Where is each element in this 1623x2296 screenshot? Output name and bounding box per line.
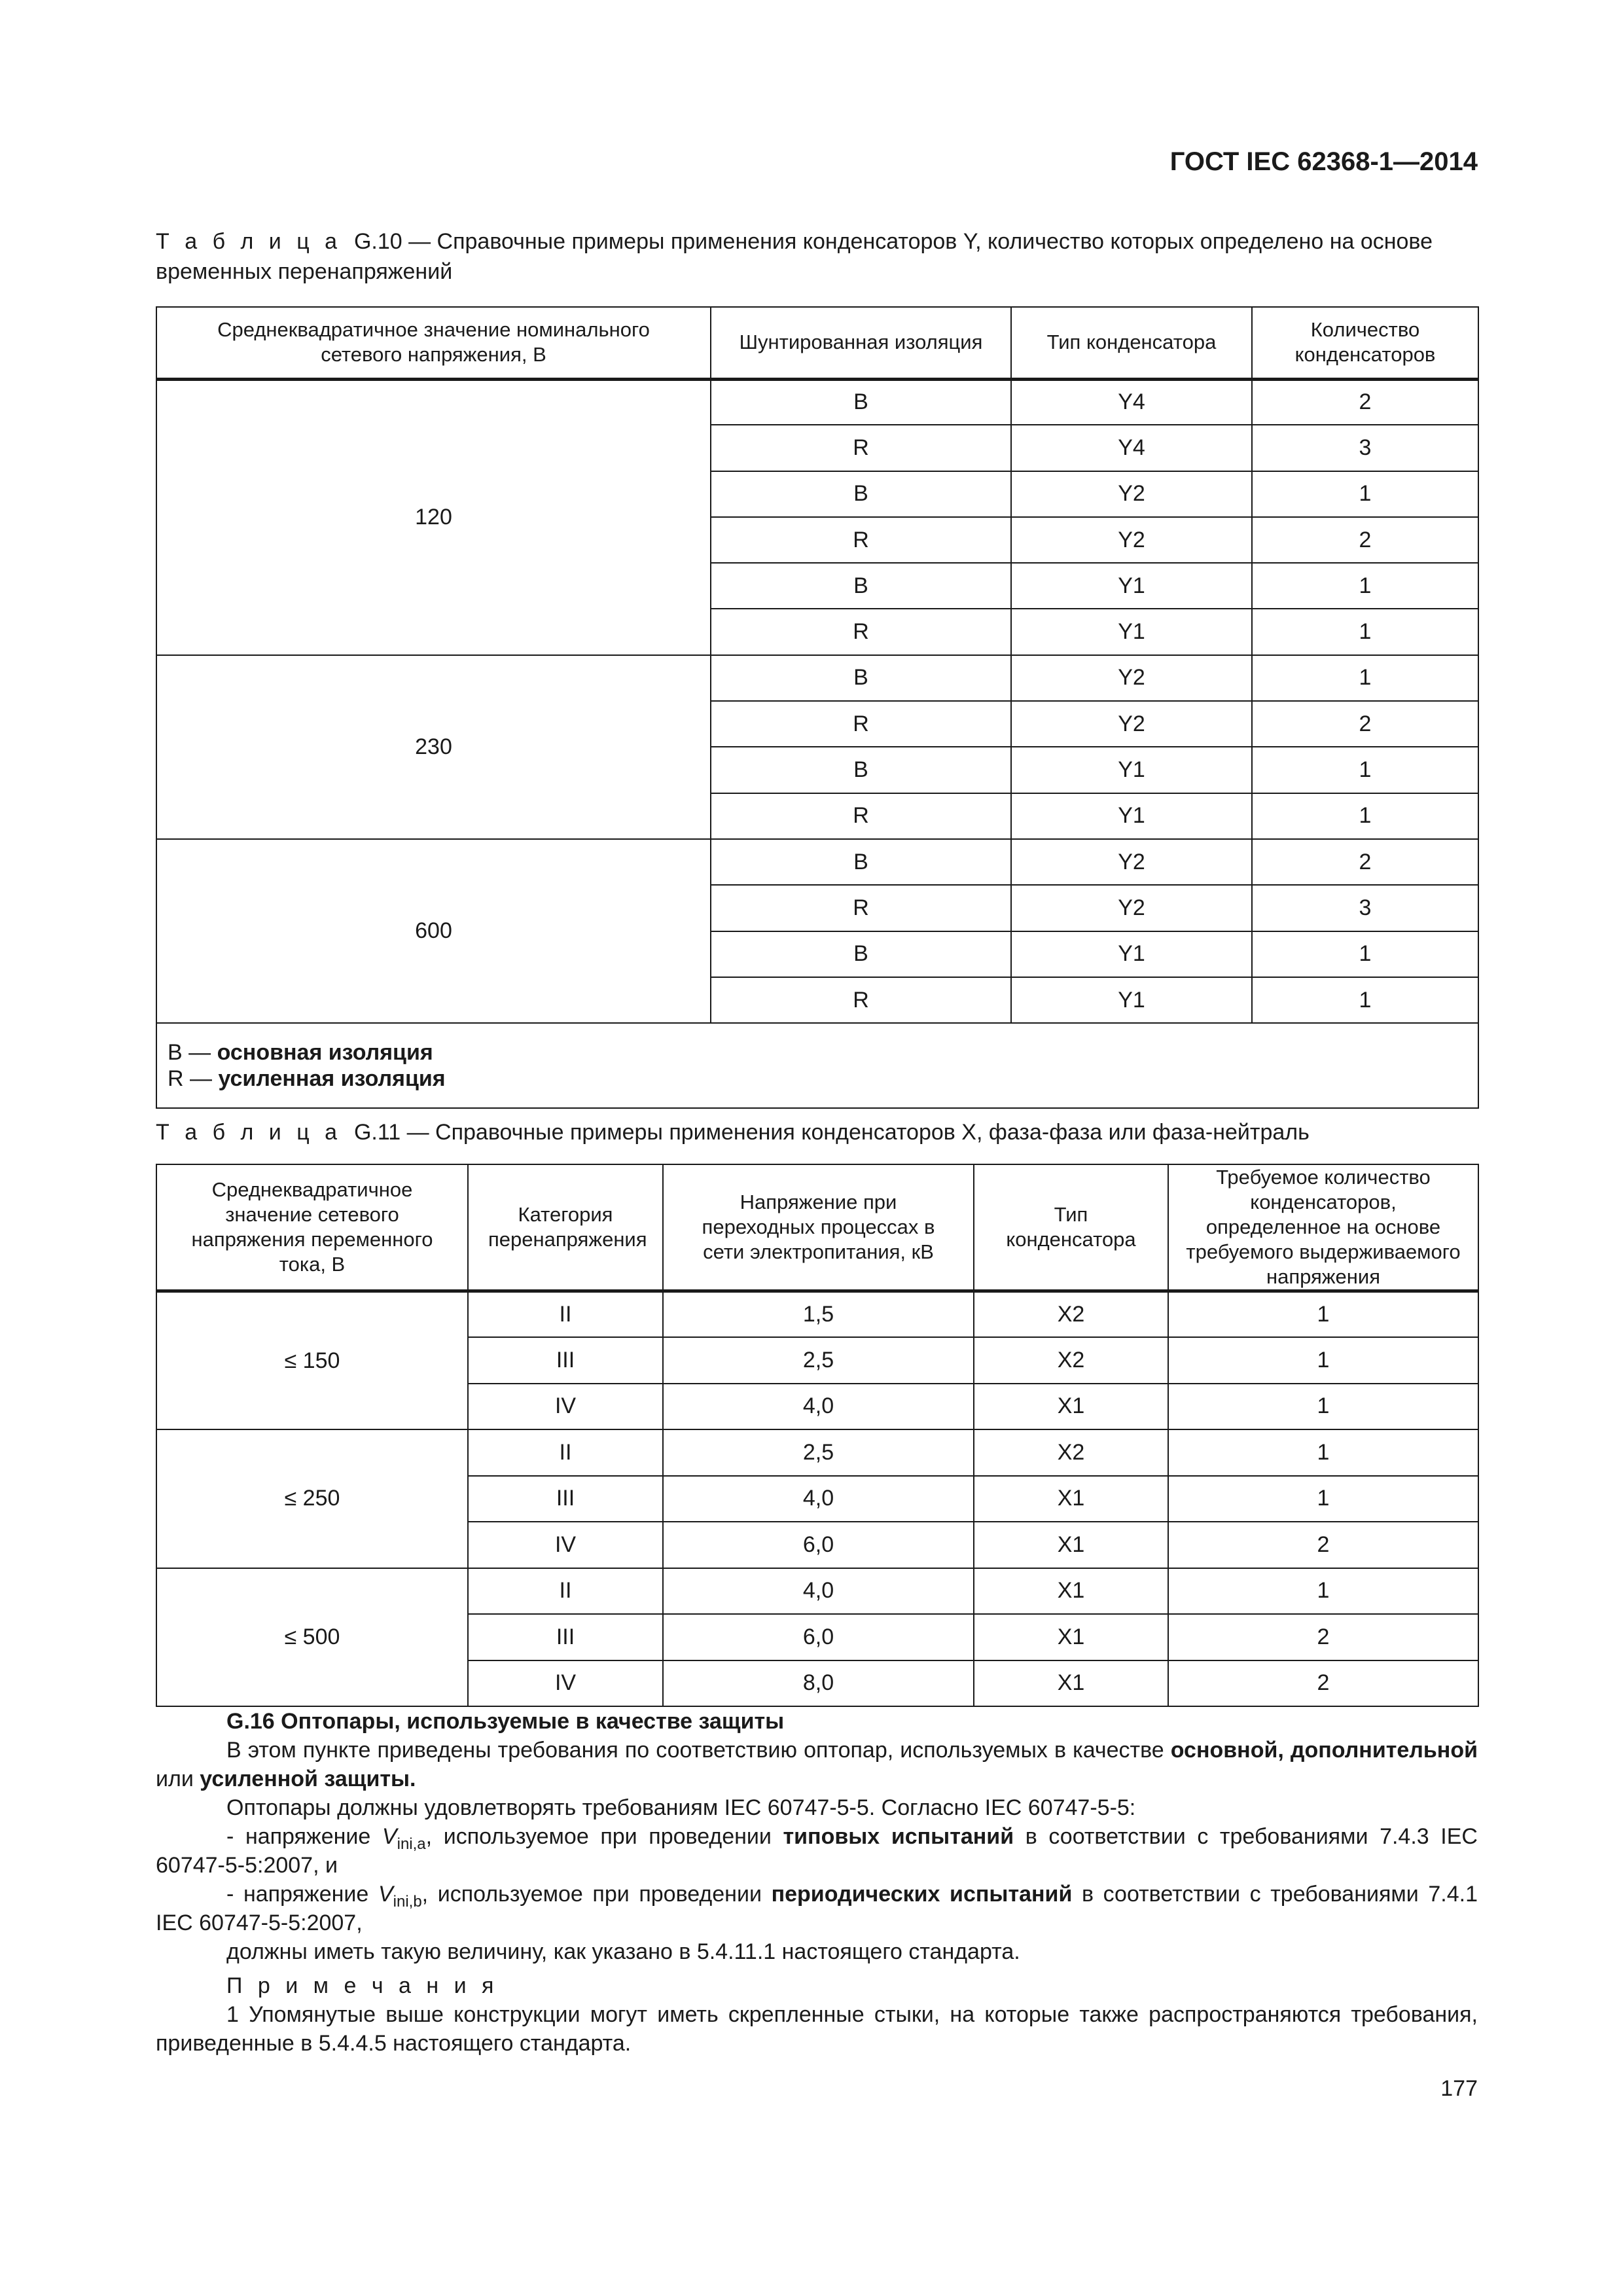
legend-code: B — — [168, 1040, 211, 1066]
insulation-cell: R — [711, 793, 1011, 839]
voltage-cell: ≤ 500 — [156, 1568, 468, 1707]
symbol-v: V — [382, 1824, 397, 1849]
insulation-cell: B — [711, 747, 1011, 793]
type-cell: X1 — [974, 1384, 1168, 1430]
insulation-cell: B — [711, 931, 1011, 977]
subscript: ini,a — [397, 1835, 426, 1853]
table-row — [156, 1429, 1478, 1476]
note-label: П р и м е ч а н и я — [226, 1973, 499, 1998]
count-cell: 1 — [1252, 793, 1478, 839]
standard-header: ГОСТ IEC 62368-1—2014 — [1169, 147, 1478, 176]
category-cell: IV — [468, 1522, 663, 1568]
type-cell: Y1 — [1011, 977, 1252, 1023]
header-capacitor-type: Тип конденсатора — [1011, 307, 1252, 379]
type-cell: Y1 — [1011, 563, 1252, 609]
header-insulation: Шунтированная изоляция — [711, 307, 1011, 379]
term-bold: основной, дополнительной — [1170, 1738, 1478, 1763]
text-span: или — [156, 1767, 200, 1791]
count-cell: 1 — [1252, 563, 1478, 609]
count-cell: 2 — [1252, 517, 1478, 563]
count-cell: 1 — [1168, 1337, 1478, 1384]
header-overvoltage-category: Категория перенапряжения — [468, 1164, 663, 1291]
legend-code: R — — [168, 1066, 212, 1092]
transient-cell: 6,0 — [663, 1522, 974, 1568]
paragraph: Оптопары должны удовлетворять требованиям IEC 60747-5-5. Согласно IEC 60747-5-5: — [226, 1795, 1136, 1820]
section-g16 — [156, 1707, 1478, 2058]
text-span: в соответствии с требованиями 7.4.1 IEC 60747-5-5:2007, — [156, 1882, 1478, 1935]
category-cell: II — [468, 1291, 663, 1338]
type-cell: X1 — [974, 1660, 1168, 1707]
type-cell: Y1 — [1011, 931, 1252, 977]
type-cell: Y2 — [1011, 701, 1252, 747]
type-cell: Y2 — [1011, 885, 1252, 931]
symbol-v: V — [378, 1882, 393, 1907]
section-title: G.16 Оптопары, используемые в качестве защиты — [226, 1709, 785, 1734]
count-cell: 2 — [1168, 1522, 1478, 1568]
category-cell: III — [468, 1476, 663, 1522]
header-voltage: Среднеквадратичное значение номинального сетевого напряжения, В — [156, 307, 711, 379]
category-cell: II — [468, 1429, 663, 1476]
type-cell: Y1 — [1011, 609, 1252, 655]
paragraph — [156, 1736, 1478, 1793]
transient-cell: 2,5 — [663, 1337, 974, 1384]
type-cell: X1 — [974, 1614, 1168, 1660]
table-row — [156, 655, 1478, 701]
legend-row — [156, 1023, 1478, 1108]
table-row — [156, 379, 1478, 425]
category-cell: III — [468, 1614, 663, 1660]
count-cell: 2 — [1252, 839, 1478, 885]
type-cell: X2 — [974, 1429, 1168, 1476]
table-header-row — [156, 307, 1478, 379]
text-span: , используемое при проведении — [421, 1882, 772, 1907]
transient-cell: 4,0 — [663, 1476, 974, 1522]
type-cell: Y1 — [1011, 747, 1252, 793]
caption-label: Т а б л и ц а — [156, 229, 342, 254]
count-cell: 1 — [1252, 977, 1478, 1023]
count-cell: 2 — [1168, 1614, 1478, 1660]
count-cell: 1 — [1168, 1568, 1478, 1615]
type-cell: X1 — [974, 1568, 1168, 1615]
count-cell: 1 — [1168, 1291, 1478, 1338]
insulation-cell: R — [711, 977, 1011, 1023]
list-item — [156, 1822, 1478, 1880]
category-cell: III — [468, 1337, 663, 1384]
count-cell: 1 — [1252, 471, 1478, 517]
count-cell: 1 — [1252, 609, 1478, 655]
insulation-cell: B — [711, 563, 1011, 609]
type-cell: Y4 — [1011, 425, 1252, 471]
insulation-cell: B — [711, 839, 1011, 885]
count-cell: 3 — [1252, 885, 1478, 931]
count-cell: 2 — [1252, 701, 1478, 747]
insulation-cell: B — [711, 655, 1011, 701]
transient-cell: 4,0 — [663, 1384, 974, 1430]
category-cell: IV — [468, 1384, 663, 1430]
paragraph: должны иметь такую величину, как указано в 5.4.11.1 настоящего стандарта. — [226, 1939, 1020, 1964]
legend-text: основная изоляция — [217, 1040, 433, 1066]
header-capacitor-type: Тип конденсатора — [974, 1164, 1168, 1291]
count-cell: 1 — [1168, 1384, 1478, 1430]
type-cell: X2 — [974, 1291, 1168, 1338]
type-cell: Y1 — [1011, 793, 1252, 839]
page-number: 177 — [1440, 2076, 1478, 2101]
insulation-cell: R — [711, 609, 1011, 655]
type-cell: Y2 — [1011, 655, 1252, 701]
text-span: , используемое при проведении — [425, 1824, 783, 1849]
insulation-cell: B — [711, 471, 1011, 517]
insulation-cell: R — [711, 517, 1011, 563]
table-row — [156, 1291, 1478, 1338]
table-g11-caption — [156, 1117, 1478, 1147]
table-g10-caption — [156, 226, 1478, 287]
count-cell: 3 — [1252, 425, 1478, 471]
category-cell: IV — [468, 1660, 663, 1707]
legend-cell — [156, 1023, 1478, 1108]
voltage-cell: ≤ 250 — [156, 1429, 468, 1568]
type-cell: Y2 — [1011, 839, 1252, 885]
count-cell: 1 — [1252, 931, 1478, 977]
header-transient-voltage: Напряжение при переходных процессах в сети электропитания, кВ — [663, 1164, 974, 1291]
list-item — [156, 1880, 1478, 1937]
type-cell: X1 — [974, 1476, 1168, 1522]
count-cell: 1 — [1252, 655, 1478, 701]
table-g11 — [156, 1164, 1479, 1707]
subscript: ini,b — [393, 1892, 422, 1910]
insulation-cell: R — [711, 885, 1011, 931]
type-cell: Y2 — [1011, 517, 1252, 563]
legend-text: усиленная изоляция — [218, 1066, 446, 1092]
transient-cell: 4,0 — [663, 1568, 974, 1615]
legend-item — [168, 1066, 1467, 1092]
table-row — [156, 839, 1478, 885]
text-span: В этом пункте приведены требования по соответствию оптопар, используемых в качестве — [226, 1738, 1171, 1763]
insulation-cell: R — [711, 701, 1011, 747]
type-cell: X1 — [974, 1522, 1168, 1568]
voltage-cell: 230 — [156, 655, 711, 839]
count-cell: 1 — [1168, 1476, 1478, 1522]
term-bold: типовых испытаний — [783, 1824, 1014, 1849]
table-header-row — [156, 1164, 1478, 1291]
header-required-count: Требуемое количество конденсаторов, определенное на основе требуемого выдерживаемого напряжения — [1168, 1164, 1478, 1291]
voltage-cell: 120 — [156, 379, 711, 655]
count-cell: 1 — [1168, 1429, 1478, 1476]
voltage-cell: ≤ 150 — [156, 1291, 468, 1430]
count-cell: 2 — [1252, 379, 1478, 425]
term-bold: периодических испытаний — [771, 1882, 1073, 1907]
category-cell: II — [468, 1568, 663, 1615]
table-row — [156, 1568, 1478, 1615]
table-g10 — [156, 306, 1479, 1109]
type-cell: Y4 — [1011, 379, 1252, 425]
count-cell: 1 — [1252, 747, 1478, 793]
note-item: 1 Упомянутые выше конструкции могут иметь скрепленные стыки, на которые также распространяются требования, приведенные в 5.4.4.5 настоящего стандарта. — [156, 2002, 1478, 2056]
transient-cell: 6,0 — [663, 1614, 974, 1660]
caption-text: G.11 — Справочные примеры применения конденсаторов X, фаза-фаза или фаза-нейтраль — [353, 1120, 1310, 1145]
insulation-cell: R — [711, 425, 1011, 471]
transient-cell: 1,5 — [663, 1291, 974, 1338]
text-span: - напряжение — [226, 1824, 382, 1849]
caption-text: G.10 — Справочные примеры применения конденсаторов Y, количество которых определено на основе временных перенапряжений — [156, 229, 1433, 284]
header-voltage: Среднеквадратичное значение сетевого напряжения переменного тока, В — [156, 1164, 468, 1291]
header-capacitor-count: Количество конденсаторов — [1252, 307, 1478, 379]
insulation-cell: B — [711, 379, 1011, 425]
legend-item — [168, 1039, 1467, 1066]
transient-cell: 8,0 — [663, 1660, 974, 1707]
term-bold: усиленной защиты. — [200, 1767, 416, 1791]
transient-cell: 2,5 — [663, 1429, 974, 1476]
text-span: - напряжение — [226, 1882, 378, 1907]
type-cell: X2 — [974, 1337, 1168, 1384]
count-cell: 2 — [1168, 1660, 1478, 1707]
type-cell: Y2 — [1011, 471, 1252, 517]
caption-label: Т а б л и ц а — [156, 1120, 342, 1145]
voltage-cell: 600 — [156, 839, 711, 1023]
text-span: в соответствии с требованиями 7.4.3 IEC 60747-5-5:2007, и — [156, 1824, 1478, 1878]
